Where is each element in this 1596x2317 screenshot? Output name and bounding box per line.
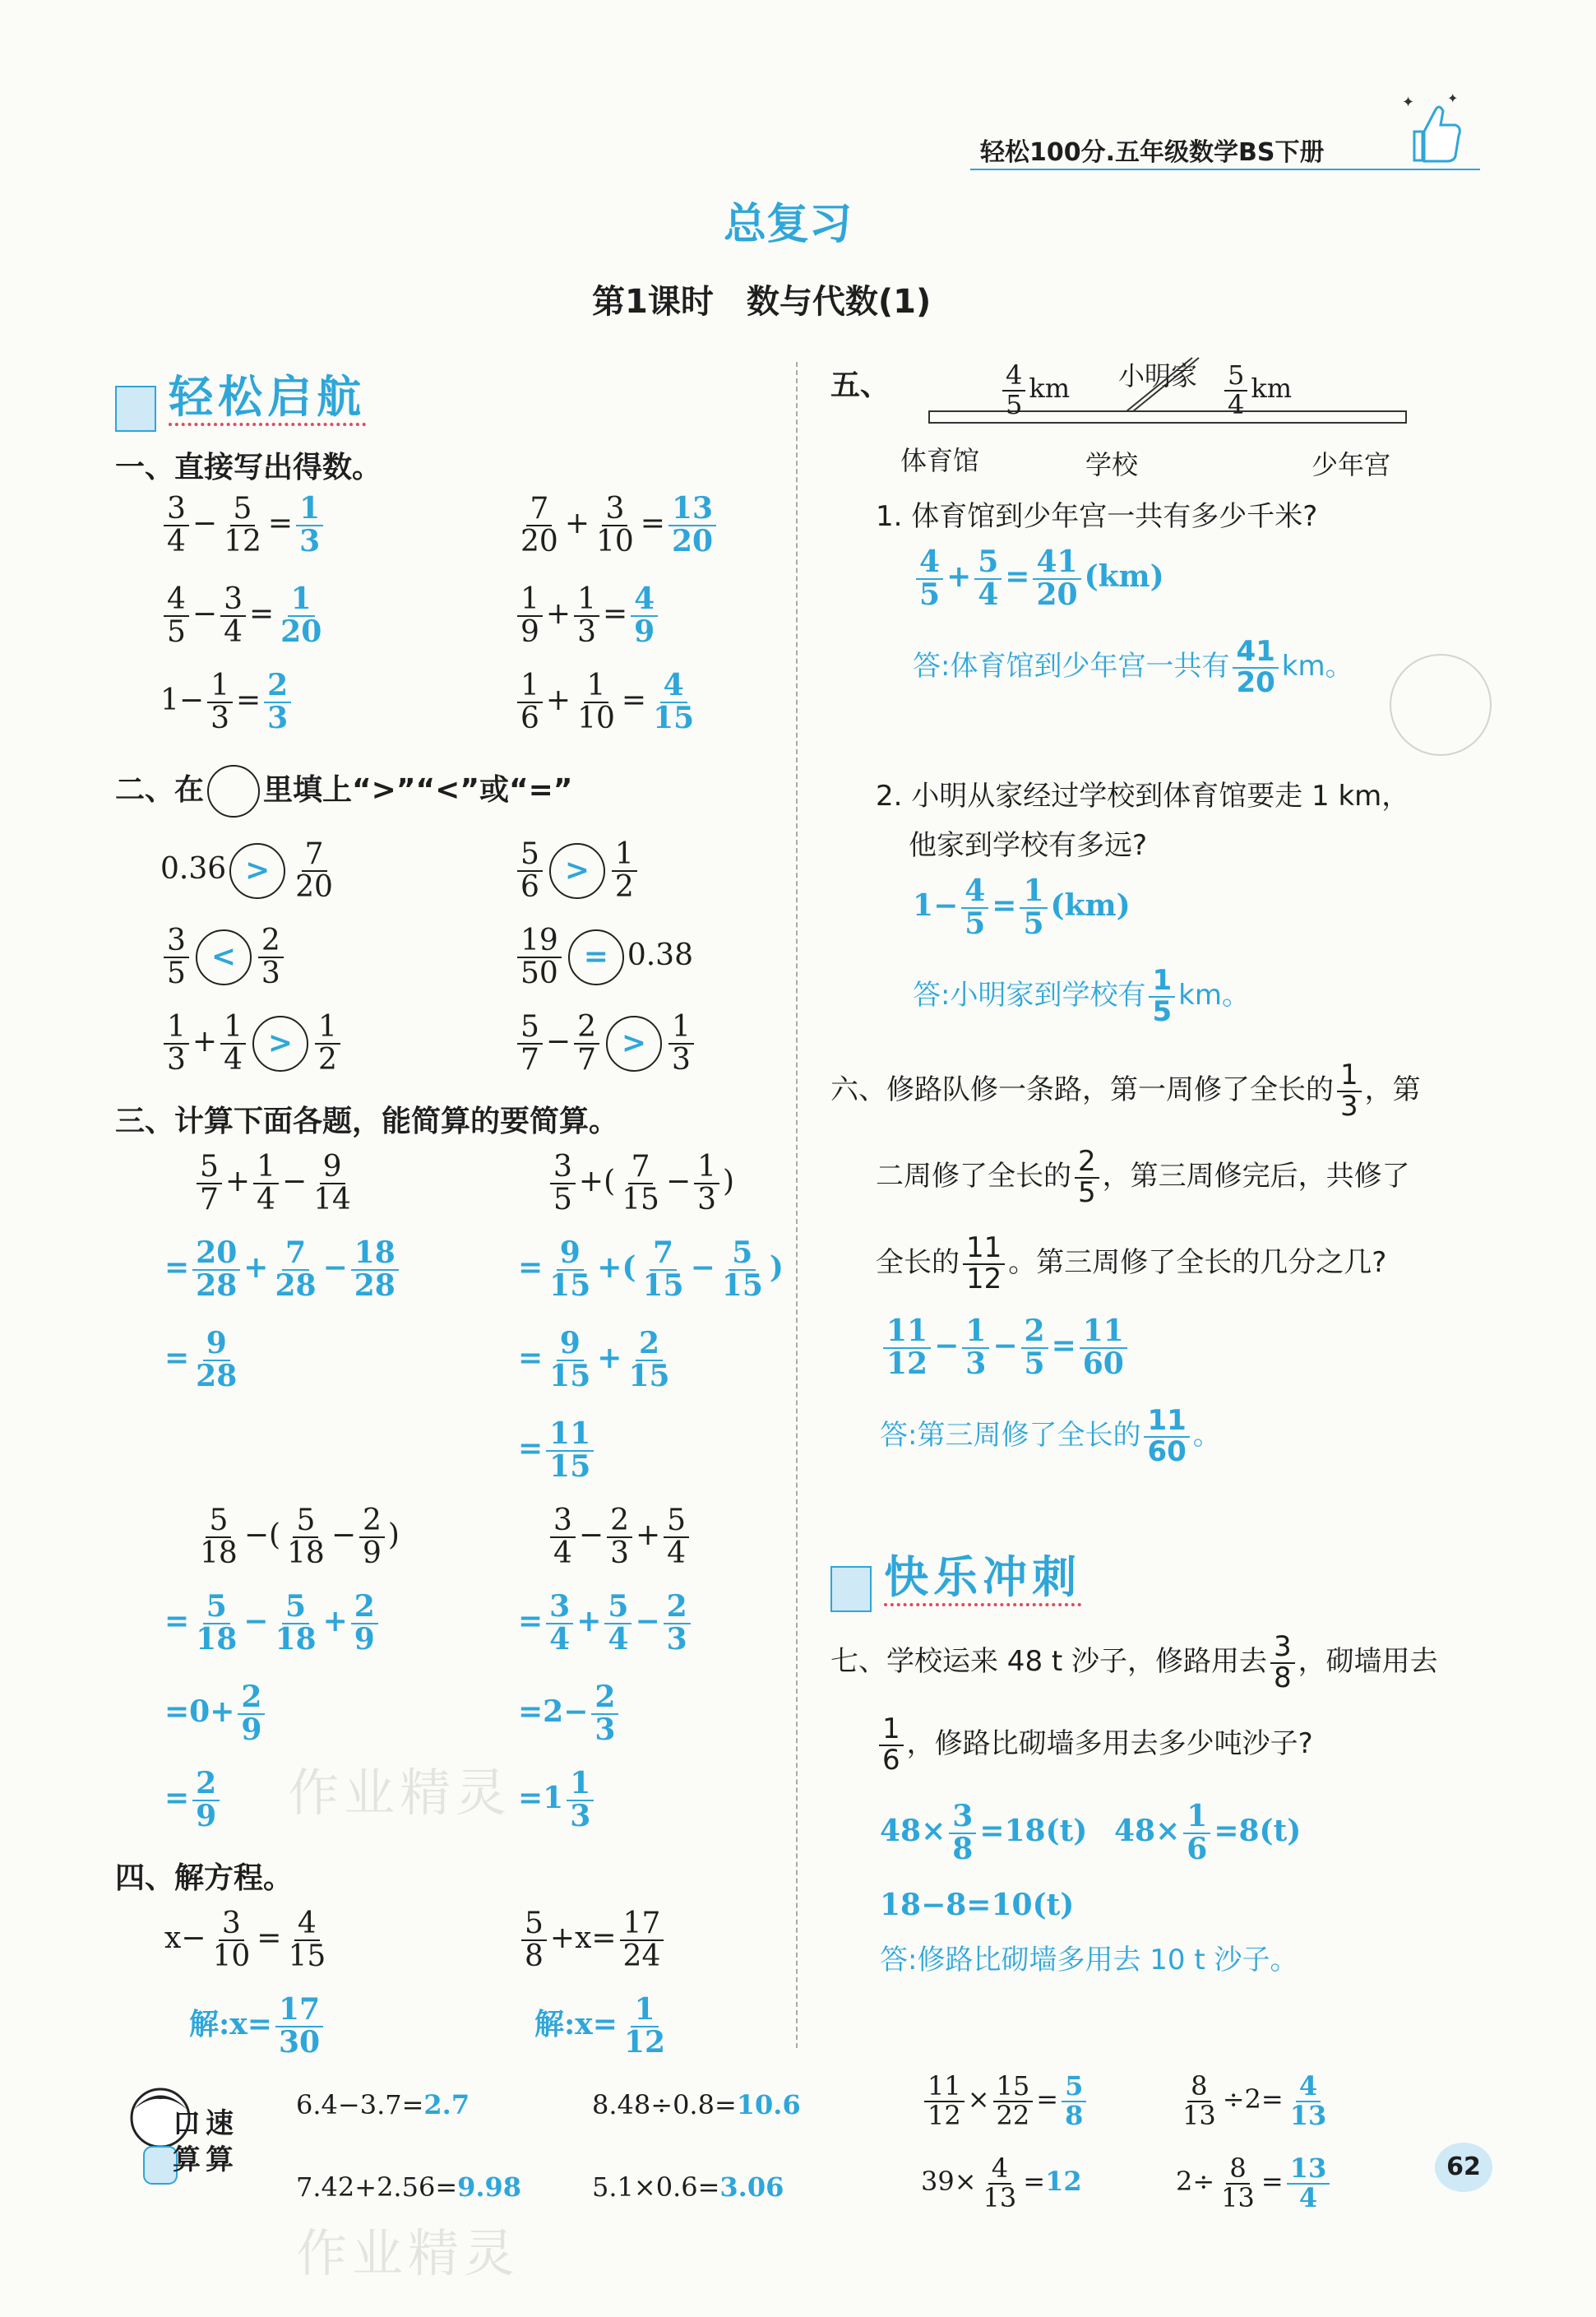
route-dist-1: $\frac{4}{5}$ km <box>999 362 1070 419</box>
route-dist-2: $\frac{5}{4}$ km <box>1221 362 1292 419</box>
s3-p1-step2: = $\frac{9}{28}$ <box>164 1326 238 1393</box>
oral-3: 7.42+2.56=9.98 <box>296 2171 522 2203</box>
s6-line-1: 六、修路队修一条路，第一周修了全长的 $\frac{1}{3}$ ，第 <box>830 1059 1421 1123</box>
s3-p4-step1: = $\frac{3}{4}$ + $\frac{5}{4}$ − $\frac{2}{3}$ <box>518 1592 694 1656</box>
s3-problem-4: $\frac{3}{4}$ − $\frac{2}{3}$ + $\frac{5}{4}$ <box>547 1505 692 1569</box>
s5-question-2a: 2. 小明从家经过学校到体育馆要走 1 km， <box>876 780 1410 813</box>
header-rule <box>970 169 1480 170</box>
s3-p4-step2: =2− $\frac{2}{3}$ <box>518 1682 622 1746</box>
s4-equation-1: x− $\frac{3}{10}$ = $\frac{4}{15}$ <box>164 1907 326 1973</box>
label-gym: 体育馆 <box>900 445 980 476</box>
s3-problem-2: $\frac{3}{5}$ +( $\frac{7}{15}$ − $\frac{1}{3}$ ) <box>547 1152 734 1216</box>
column-divider <box>796 362 798 2048</box>
s2-compare-1: 0.36 > $\frac{7}{20}$ <box>160 837 333 904</box>
s5-question-2b: 他家到学校有多远? <box>909 829 1148 862</box>
s3-p3-step3: = $\frac{2}{9}$ <box>164 1768 223 1833</box>
lesson-title: 第1课时 数与代数(1) <box>592 283 932 321</box>
s5-answer-1-calc: $\frac{4}{5}$ + $\frac{5}{4}$ = $\frac{41}{20}$ (km) <box>913 547 1164 611</box>
oral-6: $\frac{8}{13}$ ÷2= $\frac{4}{13}$ <box>1182 2070 1327 2131</box>
label-home: 小明家 <box>1118 360 1198 392</box>
oral-5: $\frac{11}{12}$ × $\frac{15}{22}$ = $\frac{5}{8}$ <box>921 2073 1089 2129</box>
section-4-title: 四、解方程。 <box>115 1861 294 1895</box>
oral-calc-title-1: 口算 <box>173 2107 201 2176</box>
s2-compare-4: $\frac{19}{50}$ = 0.38 <box>514 925 693 989</box>
s2-compare-3: $\frac{3}{5}$ < $\frac{2}{3}$ <box>160 925 287 989</box>
section-3-title: 三、计算下面各题，能简算的要简算。 <box>115 1105 619 1138</box>
watermark-bottom: 作业精灵 <box>296 2223 520 2283</box>
section-1-title: 一、直接写出得数。 <box>115 451 382 484</box>
s7-line-1: 七、学校运来 48 t 沙子，修路用去 $\frac{3}{8}$ ，砌墙用去 <box>830 1630 1438 1694</box>
s7-answer: 答:修路比砌墙多用去 10 t 沙子。 <box>880 1944 1298 1976</box>
s6-calc: $\frac{11}{12}$ − $\frac{1}{3}$ − $\frac{2}{5}$ = $\frac{11}{60}$ <box>880 1316 1131 1380</box>
s1-expr-4: $\frac{1}{9}$ + $\frac{1}{3}$ = $\frac{4}{9}$ <box>514 584 661 648</box>
book-icon <box>830 1566 872 1612</box>
svg-text:✦: ✦ <box>1447 90 1459 106</box>
label-school: 学校 <box>1085 449 1139 480</box>
thumbs-up-icon <box>1398 90 1464 165</box>
s7-calc-2: 48× $\frac{1}{6}$ =8(t) <box>1114 1799 1302 1866</box>
banner-easy-start-text: 轻松启航 <box>169 371 366 426</box>
label-palace: 少年宫 <box>1311 449 1391 480</box>
s3-problem-1: $\frac{5}{7}$ + $\frac{1}{4}$ − $\frac{9}{14}$ <box>193 1152 358 1216</box>
oral-2: 8.48÷0.8=10.6 <box>592 2089 801 2120</box>
s6-line-3: 全长的 $\frac{11}{12}$ 。第三周修了全长的几分之几? <box>876 1231 1387 1295</box>
s3-p2-step1: = $\frac{9}{15}$ +( $\frac{7}{15}$ − $\frac{5}{15}$ ) <box>518 1235 784 1303</box>
s7-line-2: $\frac{1}{6}$ ，修路比砌墙多用去多少吨沙子? <box>876 1715 1313 1775</box>
s5-answer-2: 答:小明家到学校有 $\frac{1}{5}$ km。 <box>913 964 1250 1028</box>
s4-equation-2: $\frac{5}{8}$ +x= $\frac{17}{24}$ <box>518 1908 667 1972</box>
s5-answer-2-calc: 1− $\frac{4}{5}$ = $\frac{1}{5}$ (km) <box>913 874 1131 941</box>
page-title: 总复习 <box>724 200 853 249</box>
s3-p1-step1: = $\frac{20}{28}$ + $\frac{7}{28}$ − $\frac{18}{28}$ <box>164 1238 402 1302</box>
s2-compare-5: $\frac{1}{3}$ + $\frac{1}{4}$ > $\frac{1}{2}$ <box>160 1012 344 1076</box>
svg-text:✦: ✦ <box>1402 94 1415 111</box>
s3-p3-step2: =0+ $\frac{2}{9}$ <box>164 1682 268 1746</box>
s6-line-2: 二周修了全长的 $\frac{2}{5}$ ，第三周修完后，共修了 <box>876 1145 1410 1209</box>
section-2-title: 二、在 里填上“>”“<”或“=” <box>115 765 572 818</box>
s7-calc-1: 48× $\frac{3}{8}$ =18(t) <box>880 1799 1088 1866</box>
watermark: 作业精灵 <box>288 1763 512 1823</box>
oral-7: 39× $\frac{4}{13}$ =12 <box>921 2152 1082 2213</box>
banner-happy-sprint-text: 快乐冲刺 <box>884 1551 1081 1606</box>
page-number: 62 <box>1435 2143 1492 2192</box>
s1-expr-6: $\frac{1}{6}$ + $\frac{1}{10}$ = $\frac{4}{15}$ <box>514 670 701 734</box>
s3-p3-step1: = $\frac{5}{18}$ − $\frac{5}{18}$ + $\frac{2}{9}$ <box>164 1592 382 1656</box>
s5-answer-1: 答:体育馆到少年宫一共有 $\frac{41}{20}$ km。 <box>913 635 1353 699</box>
stamp-seal <box>1390 654 1492 756</box>
s1-expr-2: $\frac{7}{20}$ + $\frac{3}{10}$ = $\frac{13}{20}$ <box>514 494 719 558</box>
oral-calc-title-2: 速算 <box>206 2107 234 2176</box>
section-5-num: 五、 <box>830 368 891 402</box>
banner-happy-sprint <box>830 1542 1081 1612</box>
s3-p2-step3: = $\frac{11}{15}$ <box>518 1419 597 1483</box>
s7-calc-3: 18−8=10(t) <box>880 1888 1075 1922</box>
s2-compare-6: $\frac{5}{7}$ − $\frac{2}{7}$ > $\frac{1}{3}$ <box>514 1012 697 1076</box>
book-title: 轻松100分.五年级数学BS下册 <box>980 138 1325 167</box>
s1-expr-3: $\frac{4}{5}$ − $\frac{3}{4}$ = $\frac{1}{20}$ <box>160 584 328 648</box>
s3-p4-step3: =1 $\frac{1}{3}$ <box>518 1768 597 1833</box>
s3-p2-step2: = $\frac{9}{15}$ + $\frac{2}{15}$ <box>518 1326 670 1393</box>
oral-1: 6.4−3.7=2.7 <box>296 2089 470 2120</box>
s6-answer: 答:第三周修了全长的 $\frac{11}{60}$ 。 <box>880 1404 1221 1468</box>
oral-8: 2÷ $\frac{8}{13}$ = $\frac{13}{4}$ <box>1176 2155 1333 2212</box>
s1-expr-1: $\frac{3}{4}$ − $\frac{5}{12}$ = $\frac{1}{3}$ <box>160 494 326 558</box>
s4-solution-1: 解:x= $\frac{17}{30}$ <box>189 1995 326 2059</box>
oral-4: 5.1×0.6=3.06 <box>592 2171 784 2203</box>
s1-expr-5: 1− $\frac{1}{3}$ = $\frac{2}{3}$ <box>160 670 294 734</box>
s3-problem-3: $\frac{5}{18}$ −( $\frac{5}{18}$ − $\frac{2}{9}$ ) <box>200 1504 400 1570</box>
book-icon <box>115 386 156 432</box>
s5-question-1: 1. 体育馆到少年宫一共有多少千米? <box>876 500 1318 533</box>
s2-compare-2: $\frac{5}{6}$ > $\frac{1}{2}$ <box>514 839 641 903</box>
s4-solution-2: 解:x= $\frac{1}{12}$ <box>534 1992 666 2060</box>
banner-easy-start <box>115 362 366 432</box>
